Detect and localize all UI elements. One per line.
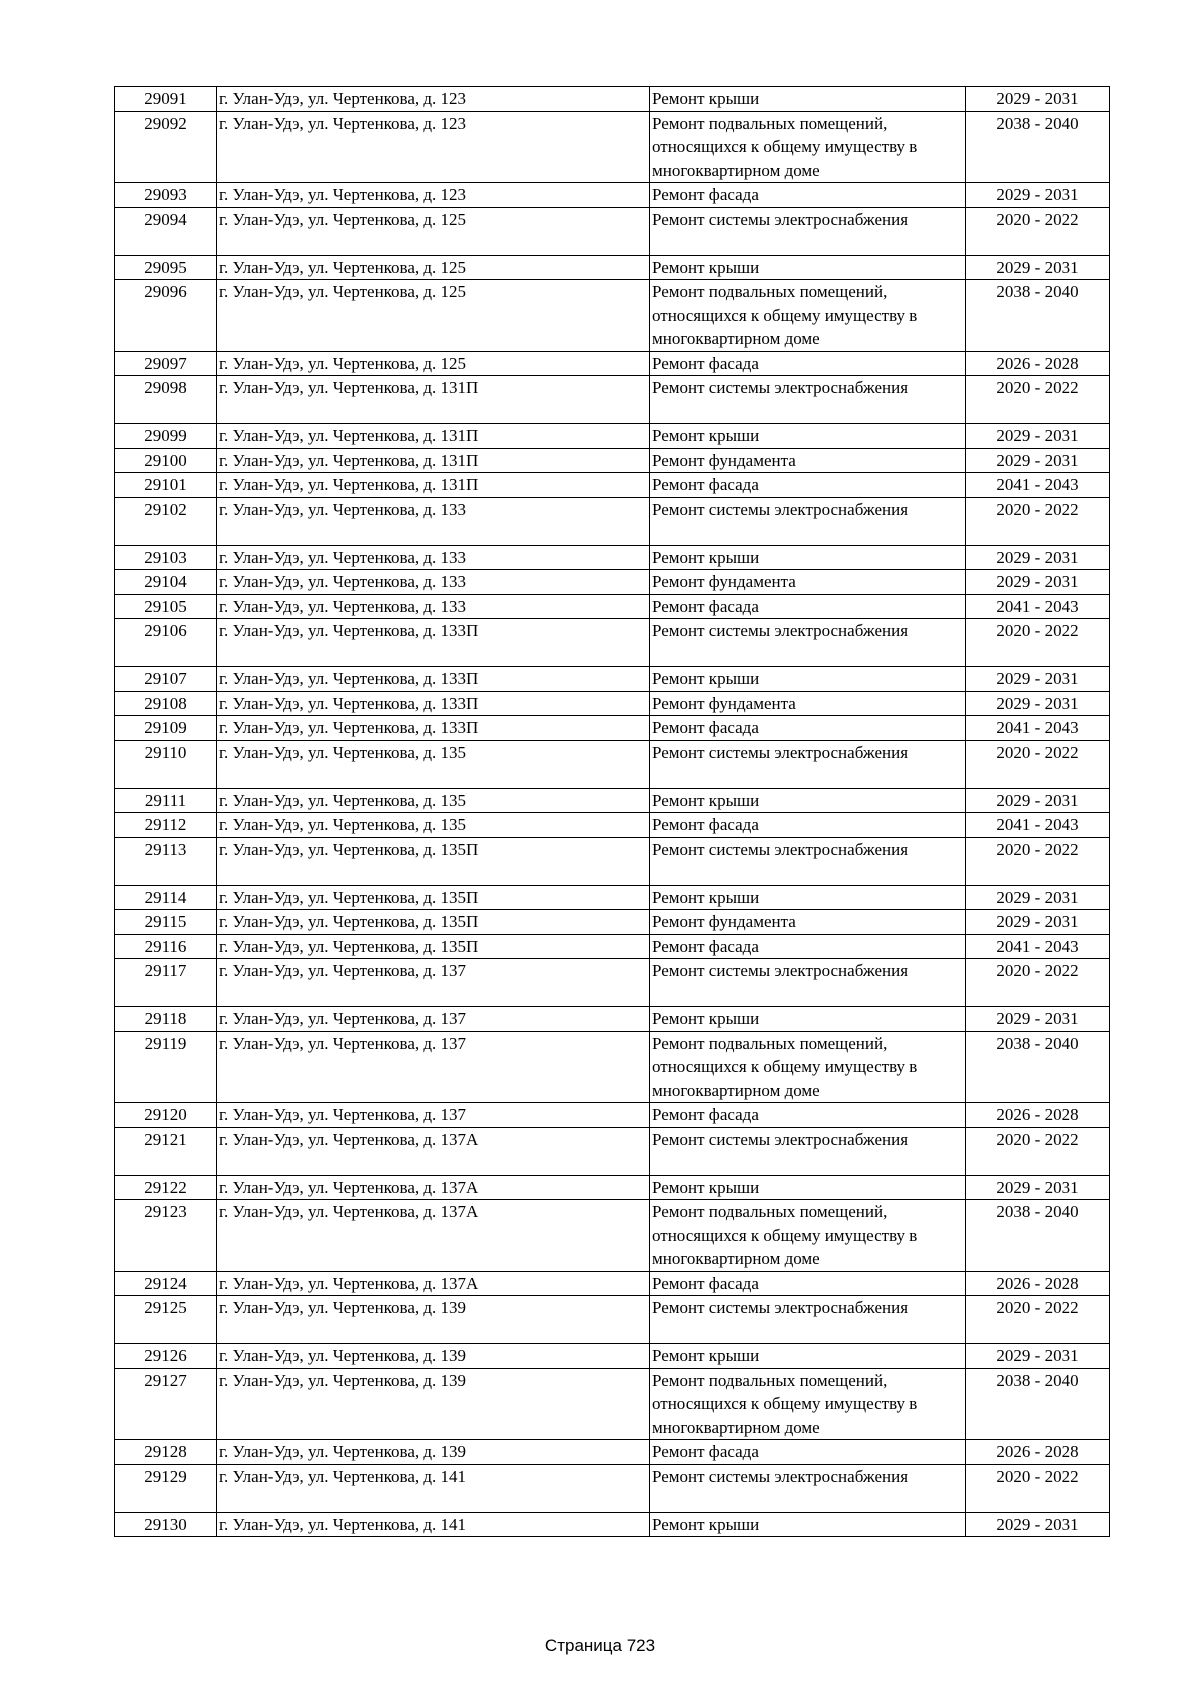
table-row xyxy=(115,910,1110,935)
work-type-line: Ремонт крыши xyxy=(652,1514,760,1534)
work-type-cell xyxy=(650,885,966,910)
work-type-line: Ремонт подвальных помещений, xyxy=(652,1033,888,1053)
period-cell: 2020 - 2022 xyxy=(966,1464,1110,1512)
address-cell: г. Улан-Удэ, ул. Чертенкова, д. 131П xyxy=(217,473,650,498)
row-number: 29127 xyxy=(115,1368,217,1440)
work-type-cell xyxy=(650,1103,966,1128)
work-type-cell xyxy=(650,740,966,788)
work-type-line: относящихся к общему имуществу в xyxy=(652,1057,918,1076)
row-number: 29115 xyxy=(115,910,217,935)
work-type-cell xyxy=(650,959,966,1007)
address-cell: г. Улан-Удэ, ул. Чертенкова, д. 133П xyxy=(217,619,650,667)
address-cell: г. Улан-Удэ, ул. Чертенкова, д. 125 xyxy=(217,207,650,255)
address-cell: г. Улан-Удэ, ул. Чертенкова, д. 137 xyxy=(217,1007,650,1032)
work-type-line: Ремонт подвальных помещений, xyxy=(652,282,888,301)
period-cell: 2026 - 2028 xyxy=(966,1440,1110,1465)
work-type-line: Ремонт крыши xyxy=(652,887,760,907)
period-cell: 2026 - 2028 xyxy=(966,1271,1110,1296)
work-type-line: Ремонт крыши xyxy=(652,790,760,810)
work-type-line: многоквартирном доме xyxy=(652,160,820,180)
table-row xyxy=(115,1007,1110,1032)
period-cell: 2038 - 2040 xyxy=(966,280,1110,352)
work-type-line: Ремонт фасада xyxy=(652,1105,759,1124)
row-number: 29095 xyxy=(115,255,217,280)
row-number: 29122 xyxy=(115,1175,217,1200)
period-cell: 2038 - 2040 xyxy=(966,1031,1110,1103)
work-type-line: многоквартирном доме xyxy=(652,1249,820,1268)
work-type-cell xyxy=(650,183,966,208)
work-type-cell xyxy=(650,473,966,498)
table-row xyxy=(115,1175,1110,1200)
table-row xyxy=(115,545,1110,570)
table-row xyxy=(115,837,1110,885)
address-cell: г. Улан-Удэ, ул. Чертенкова, д. 133 xyxy=(217,594,650,619)
address-cell: г. Улан-Удэ, ул. Чертенкова, д. 137А xyxy=(217,1271,650,1296)
work-type-cell xyxy=(650,667,966,692)
work-type-line: Ремонт крыши xyxy=(652,1009,760,1028)
work-type-line: многоквартирном доме xyxy=(652,1417,820,1437)
address-cell: г. Улан-Удэ, ул. Чертенкова, д. 131П xyxy=(217,448,650,473)
row-number: 29109 xyxy=(115,716,217,741)
address-cell: г. Улан-Удэ, ул. Чертенкова, д. 125 xyxy=(217,351,650,376)
row-number: 29101 xyxy=(115,473,217,498)
row-number: 29118 xyxy=(115,1007,217,1032)
work-type-cell xyxy=(650,837,966,885)
row-number: 29093 xyxy=(115,183,217,208)
work-type-line: Ремонт фундамента xyxy=(652,912,796,931)
work-type-cell xyxy=(650,87,966,112)
work-type-line: Ремонт фундамента xyxy=(652,693,796,713)
work-type-line: Ремонт системы электроснабжения xyxy=(652,378,909,397)
work-type-cell xyxy=(650,1512,966,1537)
period-cell: 2029 - 2031 xyxy=(966,424,1110,449)
row-number: 29124 xyxy=(115,1271,217,1296)
address-cell: г. Улан-Удэ, ул. Чертенкова, д. 137А xyxy=(217,1200,650,1272)
row-number: 29117 xyxy=(115,959,217,1007)
table-row xyxy=(115,1031,1110,1103)
table-row xyxy=(115,111,1110,183)
period-cell: 2029 - 2031 xyxy=(966,570,1110,595)
work-type-line: Ремонт фундамента xyxy=(652,572,796,591)
work-type-line: Ремонт фасада xyxy=(652,353,759,373)
table-row xyxy=(115,1200,1110,1272)
table-row xyxy=(115,885,1110,910)
period-cell: 2029 - 2031 xyxy=(966,788,1110,813)
address-cell: г. Улан-Удэ, ул. Чертенкова, д. 133 xyxy=(217,497,650,545)
work-type-line: Ремонт фундамента xyxy=(652,450,796,470)
work-type-cell xyxy=(650,376,966,424)
table-row xyxy=(115,1464,1110,1512)
address-cell: г. Улан-Удэ, ул. Чертенкова, д. 123 xyxy=(217,183,650,208)
period-cell: 2029 - 2031 xyxy=(966,87,1110,112)
address-cell: г. Улан-Удэ, ул. Чертенкова, д. 135 xyxy=(217,813,650,838)
work-type-line: Ремонт крыши xyxy=(652,669,760,688)
table-row xyxy=(115,351,1110,376)
address-cell: г. Улан-Удэ, ул. Чертенкова, д. 137А xyxy=(217,1175,650,1200)
work-type-line: Ремонт подвальных помещений, xyxy=(652,1202,888,1221)
work-type-cell xyxy=(650,910,966,935)
work-type-cell xyxy=(650,1296,966,1344)
work-type-line: Ремонт крыши xyxy=(652,426,760,445)
address-cell: г. Улан-Удэ, ул. Чертенкова, д. 139 xyxy=(217,1296,650,1344)
period-cell: 2041 - 2043 xyxy=(966,716,1110,741)
period-cell: 2038 - 2040 xyxy=(966,111,1110,183)
work-type-cell xyxy=(650,1175,966,1200)
address-cell: г. Улан-Удэ, ул. Чертенкова, д. 141 xyxy=(217,1512,650,1537)
table-row xyxy=(115,619,1110,667)
table-row xyxy=(115,570,1110,595)
table-row xyxy=(115,1296,1110,1344)
row-number: 29110 xyxy=(115,740,217,788)
address-cell: г. Улан-Удэ, ул. Чертенкова, д. 139 xyxy=(217,1368,650,1440)
table-row xyxy=(115,788,1110,813)
work-type-cell xyxy=(650,207,966,255)
row-number: 29108 xyxy=(115,691,217,716)
address-cell: г. Улан-Удэ, ул. Чертенкова, д. 137 xyxy=(217,1031,650,1103)
work-type-line: Ремонт подвальных помещений, xyxy=(652,1370,888,1390)
work-type-line: относящихся к общему имуществу в xyxy=(652,305,918,325)
period-cell: 2038 - 2040 xyxy=(966,1368,1110,1440)
work-type-line: Ремонт фасада xyxy=(652,185,759,204)
table-row xyxy=(115,1271,1110,1296)
address-cell: г. Улан-Удэ, ул. Чертенкова, д. 135 xyxy=(217,740,650,788)
work-type-cell xyxy=(650,497,966,545)
work-type-line: Ремонт крыши xyxy=(652,257,760,277)
period-cell: 2020 - 2022 xyxy=(966,1296,1110,1344)
address-cell: г. Улан-Удэ, ул. Чертенкова, д. 135 xyxy=(217,788,650,813)
period-cell: 2029 - 2031 xyxy=(966,183,1110,208)
address-cell: г. Улан-Удэ, ул. Чертенкова, д. 131П xyxy=(217,376,650,424)
row-number: 29123 xyxy=(115,1200,217,1272)
row-number: 29099 xyxy=(115,424,217,449)
work-type-line: относящихся к общему имуществу в xyxy=(652,1394,918,1413)
period-cell: 2020 - 2022 xyxy=(966,497,1110,545)
row-number: 29094 xyxy=(115,207,217,255)
row-number: 29107 xyxy=(115,667,217,692)
address-cell: г. Улан-Удэ, ул. Чертенкова, д. 133П xyxy=(217,716,650,741)
table-row xyxy=(115,448,1110,473)
work-type-cell xyxy=(650,280,966,352)
work-type-cell xyxy=(650,716,966,741)
address-cell: г. Улан-Удэ, ул. Чертенкова, д. 137 xyxy=(217,959,650,1007)
table-row xyxy=(115,959,1110,1007)
work-type-line: Ремонт системы электроснабжения xyxy=(652,1298,909,1317)
row-number: 29100 xyxy=(115,448,217,473)
period-cell: 2041 - 2043 xyxy=(966,934,1110,959)
work-type-line: Ремонт фасада xyxy=(652,1273,759,1293)
table-row xyxy=(115,691,1110,716)
row-number: 29092 xyxy=(115,111,217,183)
table-row xyxy=(115,740,1110,788)
work-type-line: относящихся к общему имуществу в xyxy=(652,137,918,156)
row-number: 29130 xyxy=(115,1512,217,1537)
table-body xyxy=(115,87,1110,1537)
table-row xyxy=(115,934,1110,959)
row-number: 29106 xyxy=(115,619,217,667)
address-cell: г. Улан-Удэ, ул. Чертенкова, д. 135П xyxy=(217,934,650,959)
work-type-cell xyxy=(650,1368,966,1440)
period-cell: 2041 - 2043 xyxy=(966,594,1110,619)
row-number: 29096 xyxy=(115,280,217,352)
work-type-line: Ремонт крыши xyxy=(652,1346,760,1365)
table-row xyxy=(115,716,1110,741)
work-type-line: Ремонт фасада xyxy=(652,815,759,834)
period-cell: 2029 - 2031 xyxy=(966,1175,1110,1200)
table-row xyxy=(115,424,1110,449)
table-row xyxy=(115,207,1110,255)
row-number: 29098 xyxy=(115,376,217,424)
period-cell: 2020 - 2022 xyxy=(966,619,1110,667)
period-cell: 2026 - 2028 xyxy=(966,351,1110,376)
period-cell: 2041 - 2043 xyxy=(966,813,1110,838)
work-type-cell xyxy=(650,424,966,449)
address-cell: г. Улан-Удэ, ул. Чертенкова, д. 123 xyxy=(217,87,650,112)
work-type-line: Ремонт крыши xyxy=(652,547,760,567)
row-number: 29105 xyxy=(115,594,217,619)
table-row xyxy=(115,376,1110,424)
table-row xyxy=(115,1440,1110,1465)
work-type-line: Ремонт фасада xyxy=(652,1442,759,1461)
period-cell: 2029 - 2031 xyxy=(966,1344,1110,1369)
row-number: 29120 xyxy=(115,1103,217,1128)
work-type-line: Ремонт системы электроснабжения xyxy=(652,742,909,762)
work-type-cell xyxy=(650,1031,966,1103)
period-cell: 2020 - 2022 xyxy=(966,1127,1110,1175)
row-number: 29102 xyxy=(115,497,217,545)
period-cell: 2029 - 2031 xyxy=(966,691,1110,716)
work-type-cell xyxy=(650,1007,966,1032)
row-number: 29121 xyxy=(115,1127,217,1175)
table-row xyxy=(115,87,1110,112)
period-cell: 2020 - 2022 xyxy=(966,959,1110,1007)
row-number: 29113 xyxy=(115,837,217,885)
address-cell: г. Улан-Удэ, ул. Чертенкова, д. 125 xyxy=(217,255,650,280)
table-row xyxy=(115,473,1110,498)
row-number: 29119 xyxy=(115,1031,217,1103)
table-row xyxy=(115,594,1110,619)
work-type-cell xyxy=(650,594,966,619)
address-cell: г. Улан-Удэ, ул. Чертенкова, д. 139 xyxy=(217,1440,650,1465)
period-cell: 2029 - 2031 xyxy=(966,1512,1110,1537)
row-number: 29111 xyxy=(115,788,217,813)
work-type-cell xyxy=(650,1271,966,1296)
work-type-line: Ремонт системы электроснабжения xyxy=(652,1129,909,1149)
row-number: 29129 xyxy=(115,1464,217,1512)
address-cell: г. Улан-Удэ, ул. Чертенкова, д. 133П xyxy=(217,691,650,716)
address-cell: г. Улан-Удэ, ул. Чертенкова, д. 133 xyxy=(217,570,650,595)
work-type-cell xyxy=(650,1440,966,1465)
row-number: 29097 xyxy=(115,351,217,376)
address-cell: г. Улан-Удэ, ул. Чертенкова, д. 139 xyxy=(217,1344,650,1369)
period-cell: 2026 - 2028 xyxy=(966,1103,1110,1128)
work-type-cell xyxy=(650,111,966,183)
period-cell: 2029 - 2031 xyxy=(966,885,1110,910)
address-cell: г. Улан-Удэ, ул. Чертенкова, д. 131П xyxy=(217,424,650,449)
work-type-cell xyxy=(650,788,966,813)
work-type-cell xyxy=(650,448,966,473)
row-number: 29125 xyxy=(115,1296,217,1344)
work-type-cell xyxy=(650,351,966,376)
row-number: 29126 xyxy=(115,1344,217,1369)
work-type-cell xyxy=(650,1464,966,1512)
work-type-line: Ремонт крыши xyxy=(652,89,760,108)
table-row xyxy=(115,183,1110,208)
work-type-line: многоквартирном доме xyxy=(652,329,820,348)
row-number: 29112 xyxy=(115,813,217,838)
period-cell: 2038 - 2040 xyxy=(966,1200,1110,1272)
work-type-cell xyxy=(650,1200,966,1272)
period-cell: 2020 - 2022 xyxy=(966,837,1110,885)
row-number: 29116 xyxy=(115,934,217,959)
work-type-cell xyxy=(650,934,966,959)
address-cell: г. Улан-Удэ, ул. Чертенкова, д. 133П xyxy=(217,667,650,692)
work-type-line: Ремонт системы электроснабжения xyxy=(652,961,909,980)
work-type-line: Ремонт фасада xyxy=(652,936,759,956)
work-type-line: Ремонт системы электроснабжения xyxy=(652,499,909,519)
page-number: Страница 723 xyxy=(544,1636,656,1655)
work-type-line: Ремонт фасада xyxy=(652,596,759,616)
row-number: 29103 xyxy=(115,545,217,570)
address-cell: г. Улан-Удэ, ул. Чертенкова, д. 123 xyxy=(217,111,650,183)
address-cell: г. Улан-Удэ, ул. Чертенкова, д. 135П xyxy=(217,910,650,935)
period-cell: 2020 - 2022 xyxy=(966,376,1110,424)
table-row xyxy=(115,497,1110,545)
work-type-cell xyxy=(650,255,966,280)
table-row xyxy=(115,813,1110,838)
period-cell: 2020 - 2022 xyxy=(966,207,1110,255)
work-type-cell xyxy=(650,545,966,570)
repair-schedule-table xyxy=(114,86,1110,1537)
work-type-cell xyxy=(650,691,966,716)
table-row xyxy=(115,667,1110,692)
work-type-cell xyxy=(650,813,966,838)
work-type-cell xyxy=(650,570,966,595)
work-type-line: Ремонт системы электроснабжения xyxy=(652,209,909,229)
table-row xyxy=(115,1512,1110,1537)
work-type-cell xyxy=(650,619,966,667)
period-cell: 2029 - 2031 xyxy=(966,1007,1110,1032)
work-type-line: Ремонт системы электроснабжения xyxy=(652,621,909,640)
row-number: 29128 xyxy=(115,1440,217,1465)
work-type-cell xyxy=(650,1344,966,1369)
table-row xyxy=(115,280,1110,352)
table-row xyxy=(115,1127,1110,1175)
row-number: 29104 xyxy=(115,570,217,595)
table-row xyxy=(115,1368,1110,1440)
work-type-line: Ремонт крыши xyxy=(652,1177,760,1197)
work-type-line: многоквартирном доме xyxy=(652,1080,820,1100)
table-row xyxy=(115,255,1110,280)
work-type-line: относящихся к общему имуществу в xyxy=(652,1225,918,1245)
address-cell: г. Улан-Удэ, ул. Чертенкова, д. 125 xyxy=(217,280,650,352)
row-number: 29091 xyxy=(115,87,217,112)
table-row xyxy=(115,1103,1110,1128)
period-cell: 2029 - 2031 xyxy=(966,667,1110,692)
work-type-line: Ремонт фасада xyxy=(652,475,759,494)
address-cell: г. Улан-Удэ, ул. Чертенкова, д. 141 xyxy=(217,1464,650,1512)
address-cell: г. Улан-Удэ, ул. Чертенкова, д. 135П xyxy=(217,885,650,910)
address-cell: г. Улан-Удэ, ул. Чертенкова, д. 135П xyxy=(217,837,650,885)
period-cell: 2029 - 2031 xyxy=(966,545,1110,570)
work-type-line: Ремонт системы электроснабжения xyxy=(652,1466,909,1486)
period-cell: 2029 - 2031 xyxy=(966,255,1110,280)
period-cell: 2041 - 2043 xyxy=(966,473,1110,498)
row-number: 29114 xyxy=(115,885,217,910)
table-row xyxy=(115,1344,1110,1369)
work-type-line: Ремонт фасада xyxy=(652,718,759,737)
address-cell: г. Улан-Удэ, ул. Чертенкова, д. 133 xyxy=(217,545,650,570)
address-cell: г. Улан-Удэ, ул. Чертенкова, д. 137 xyxy=(217,1103,650,1128)
period-cell: 2029 - 2031 xyxy=(966,448,1110,473)
period-cell: 2029 - 2031 xyxy=(966,910,1110,935)
period-cell: 2020 - 2022 xyxy=(966,740,1110,788)
work-type-cell xyxy=(650,1127,966,1175)
work-type-line: Ремонт системы электроснабжения xyxy=(652,839,909,859)
address-cell: г. Улан-Удэ, ул. Чертенкова, д. 137А xyxy=(217,1127,650,1175)
work-type-line: Ремонт подвальных помещений, xyxy=(652,113,888,133)
